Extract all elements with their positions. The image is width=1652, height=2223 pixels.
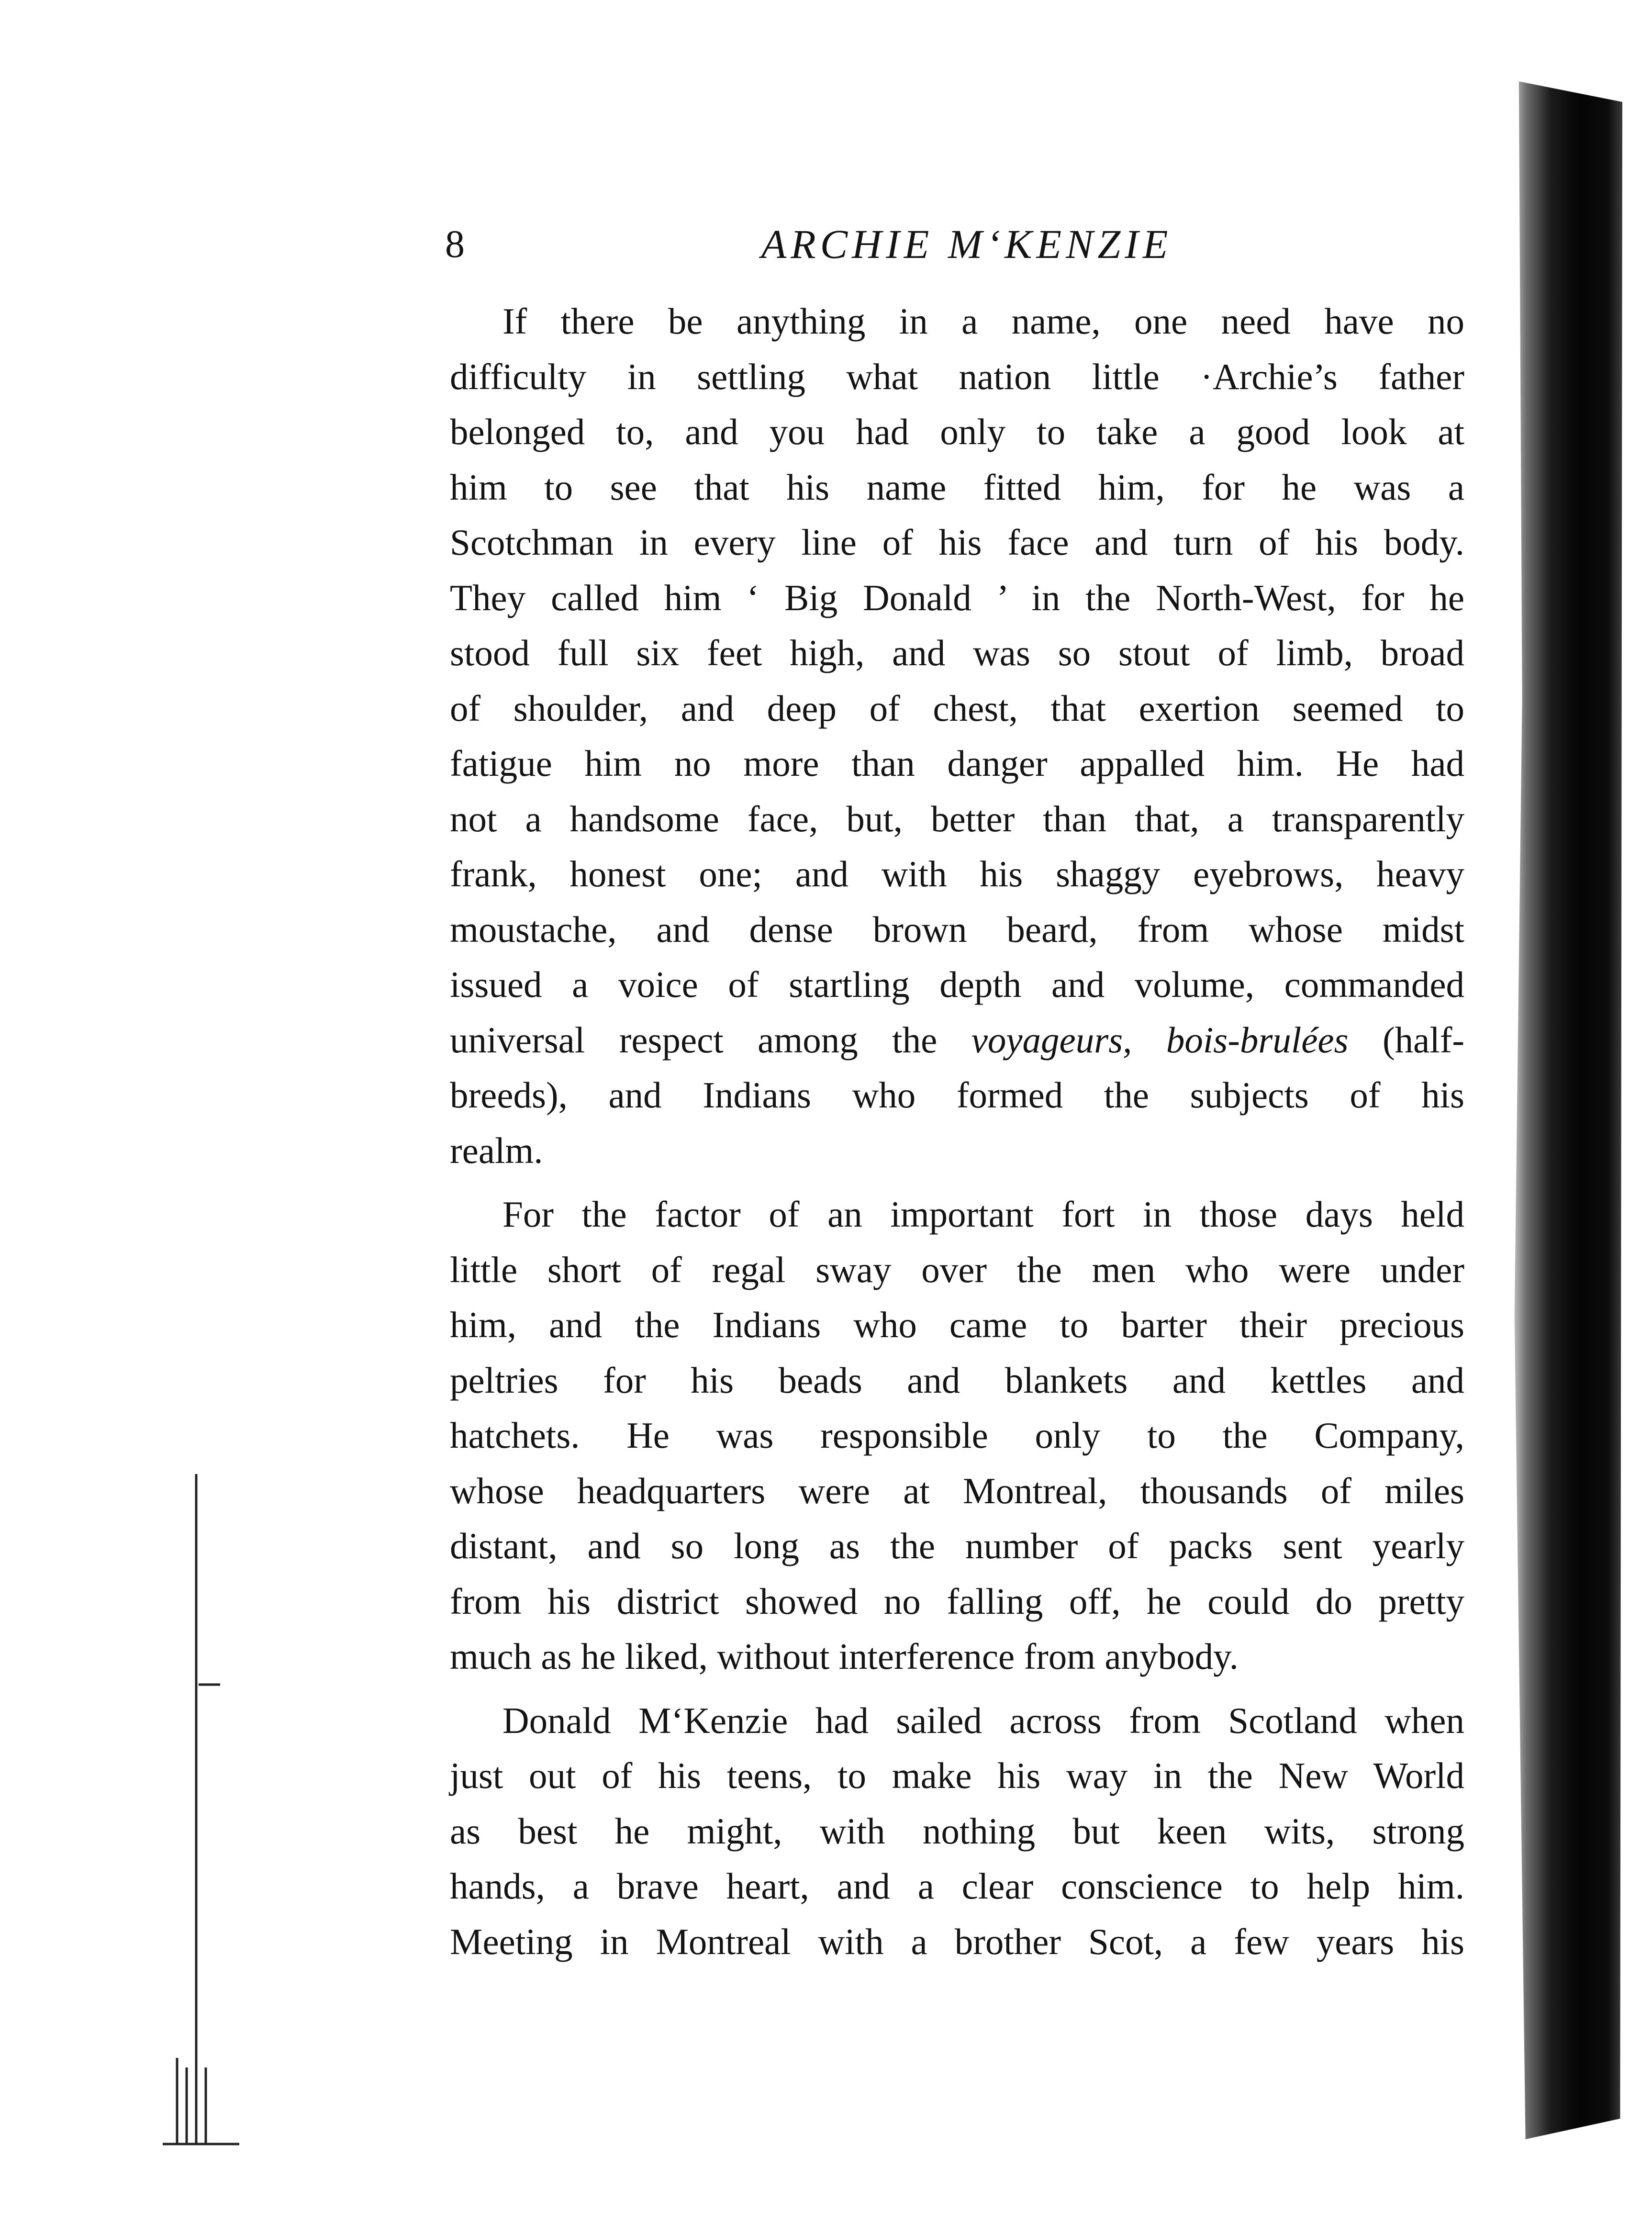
italic-term-voyageurs: voyageurs, bbox=[971, 1019, 1132, 1061]
text-segment: (half- bbox=[1383, 1019, 1465, 1061]
running-head bbox=[445, 215, 1488, 273]
text-line: Scotchman in every line of his face and turn of his body. bbox=[450, 522, 1464, 563]
text-line: If there be anything in a name, one need have no bbox=[502, 301, 1464, 342]
gutter-scan-marks bbox=[158, 1436, 254, 2154]
text-line: For the factor of an important fort in those days held bbox=[502, 1194, 1464, 1235]
text-line: much as he liked, without interference from anybody. bbox=[450, 1636, 1239, 1677]
text-line: peltries for his beads and blankets and kettles and bbox=[450, 1359, 1464, 1401]
text-line: of shoulder, and deep of chest, that exertion seemed to bbox=[450, 687, 1464, 729]
text-line: him, and the Indians who came to barter their precious bbox=[450, 1304, 1464, 1345]
paragraph-3 bbox=[450, 1693, 1464, 1970]
text-line: frank, honest one; and with his shaggy eyebrows, heavy bbox=[450, 853, 1464, 894]
page-number: 8 bbox=[445, 222, 465, 266]
text-line: as best he might, with nothing but keen wits, strong bbox=[450, 1810, 1464, 1852]
text-line: issued a voice of startling depth and volume, commanded bbox=[450, 964, 1464, 1005]
text-line: him to see that his name fitted him, for he was a bbox=[450, 466, 1464, 508]
italic-term-bois-brulees: bois-brulées bbox=[1166, 1019, 1349, 1061]
text-line: just out of his teens, to make his way in the New World bbox=[450, 1755, 1464, 1796]
text-line: fatigue him no more than danger appalled him. He had bbox=[450, 743, 1464, 784]
binding-edge-shadow bbox=[1512, 81, 1622, 2139]
text-line: realm. bbox=[450, 1129, 543, 1171]
text-line: hands, a brave heart, and a clear conscience to help him. bbox=[450, 1866, 1464, 1907]
text-line: hatchets. He was responsible only to the Company, bbox=[450, 1415, 1464, 1456]
text-line: breeds), and Indians who formed the subjects of his bbox=[450, 1074, 1464, 1116]
body-text bbox=[450, 294, 1464, 1969]
text-line: whose headquarters were at Montreal, thousands of miles bbox=[450, 1470, 1464, 1511]
text-line: distant, and so long as the number of packs sent yearly bbox=[450, 1525, 1464, 1566]
text-segment: universal respect among the bbox=[450, 1019, 938, 1061]
text-line: from his district showed no falling off, he could do pretty bbox=[450, 1580, 1464, 1622]
text-line: difficulty in settling what nation little ·Archie’s father bbox=[450, 356, 1464, 397]
text-line: moustache, and dense brown beard, from whose midst bbox=[450, 908, 1464, 950]
paragraph-1 bbox=[450, 294, 1464, 1178]
text-line: They called him ‘ Big Donald ’ in the North-West, for he bbox=[450, 577, 1464, 618]
text-line: stood full six feet high, and was so stout of limb, broad bbox=[450, 632, 1464, 673]
text-line: Meeting in Montreal with a brother Scot, a few years his bbox=[450, 1921, 1464, 1962]
paragraph-2 bbox=[450, 1187, 1464, 1685]
text-line: belonged to, and you had only to take a good look at bbox=[450, 411, 1464, 452]
running-title: ARCHIE M‘KENZIE bbox=[761, 221, 1172, 267]
text-line-with-italics bbox=[450, 1013, 1464, 1068]
text-line: little short of regal sway over the men who were under bbox=[450, 1249, 1464, 1290]
text-line: Donald M‘Kenzie had sailed across from Scotland when bbox=[502, 1699, 1464, 1741]
text-line: not a handsome face, but, better than that, a transparently bbox=[450, 798, 1464, 839]
